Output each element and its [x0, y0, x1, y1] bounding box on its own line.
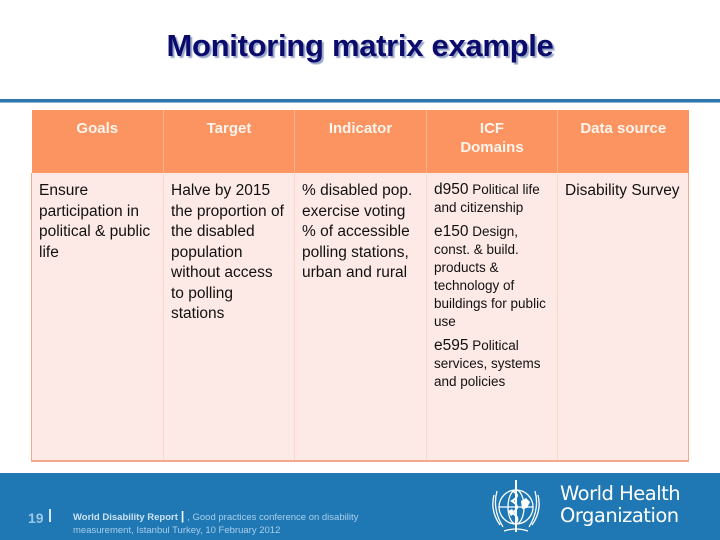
icf-entry: d950 Political life and citizenship [434, 181, 540, 215]
who-emblem-icon [486, 477, 546, 537]
slide-footer [0, 473, 720, 540]
page-number-bar [49, 509, 51, 522]
table-row [32, 173, 689, 461]
report-name: World Disability Report [73, 512, 178, 523]
indicator-2: % of accessible polling stations, urban and rural [302, 223, 410, 281]
event-text: , Good practices conference on disability measurement, Istanbul Turkey, 10 February 2012 [73, 512, 359, 536]
header-icf-domains: ICF Domains [427, 110, 558, 173]
table-header-row [32, 110, 689, 173]
cell-goals: Ensure participation in political & public life [32, 173, 164, 461]
icf-entry: e595 Political services, systems and policies [434, 337, 541, 389]
indicator-1: % disabled pop. exercise voting [302, 182, 413, 220]
cell-indicator [295, 173, 427, 461]
footer-caption [73, 510, 403, 537]
cell-target: Halve by 2015 the proportion of the disabled population without access to polling stations [164, 173, 295, 461]
cell-data-source: Disability Survey [558, 173, 689, 461]
organization-name: World Health Organization [560, 482, 681, 527]
page-number: 19 [28, 510, 44, 526]
header-data-source: Data source [558, 110, 689, 173]
header-goals: Goals [32, 110, 164, 173]
cell-icf-domains [427, 173, 558, 461]
header-indicator: Indicator [295, 110, 427, 173]
title-divider [0, 99, 720, 103]
icf-entry: e150 Design, const. & build. products & technology of buildings for public use [434, 223, 546, 329]
header-target: Target [164, 110, 295, 173]
slide-title: Monitoring matrix example [166, 28, 554, 63]
monitoring-matrix-table [31, 110, 689, 462]
footer-separator: | [180, 509, 185, 523]
